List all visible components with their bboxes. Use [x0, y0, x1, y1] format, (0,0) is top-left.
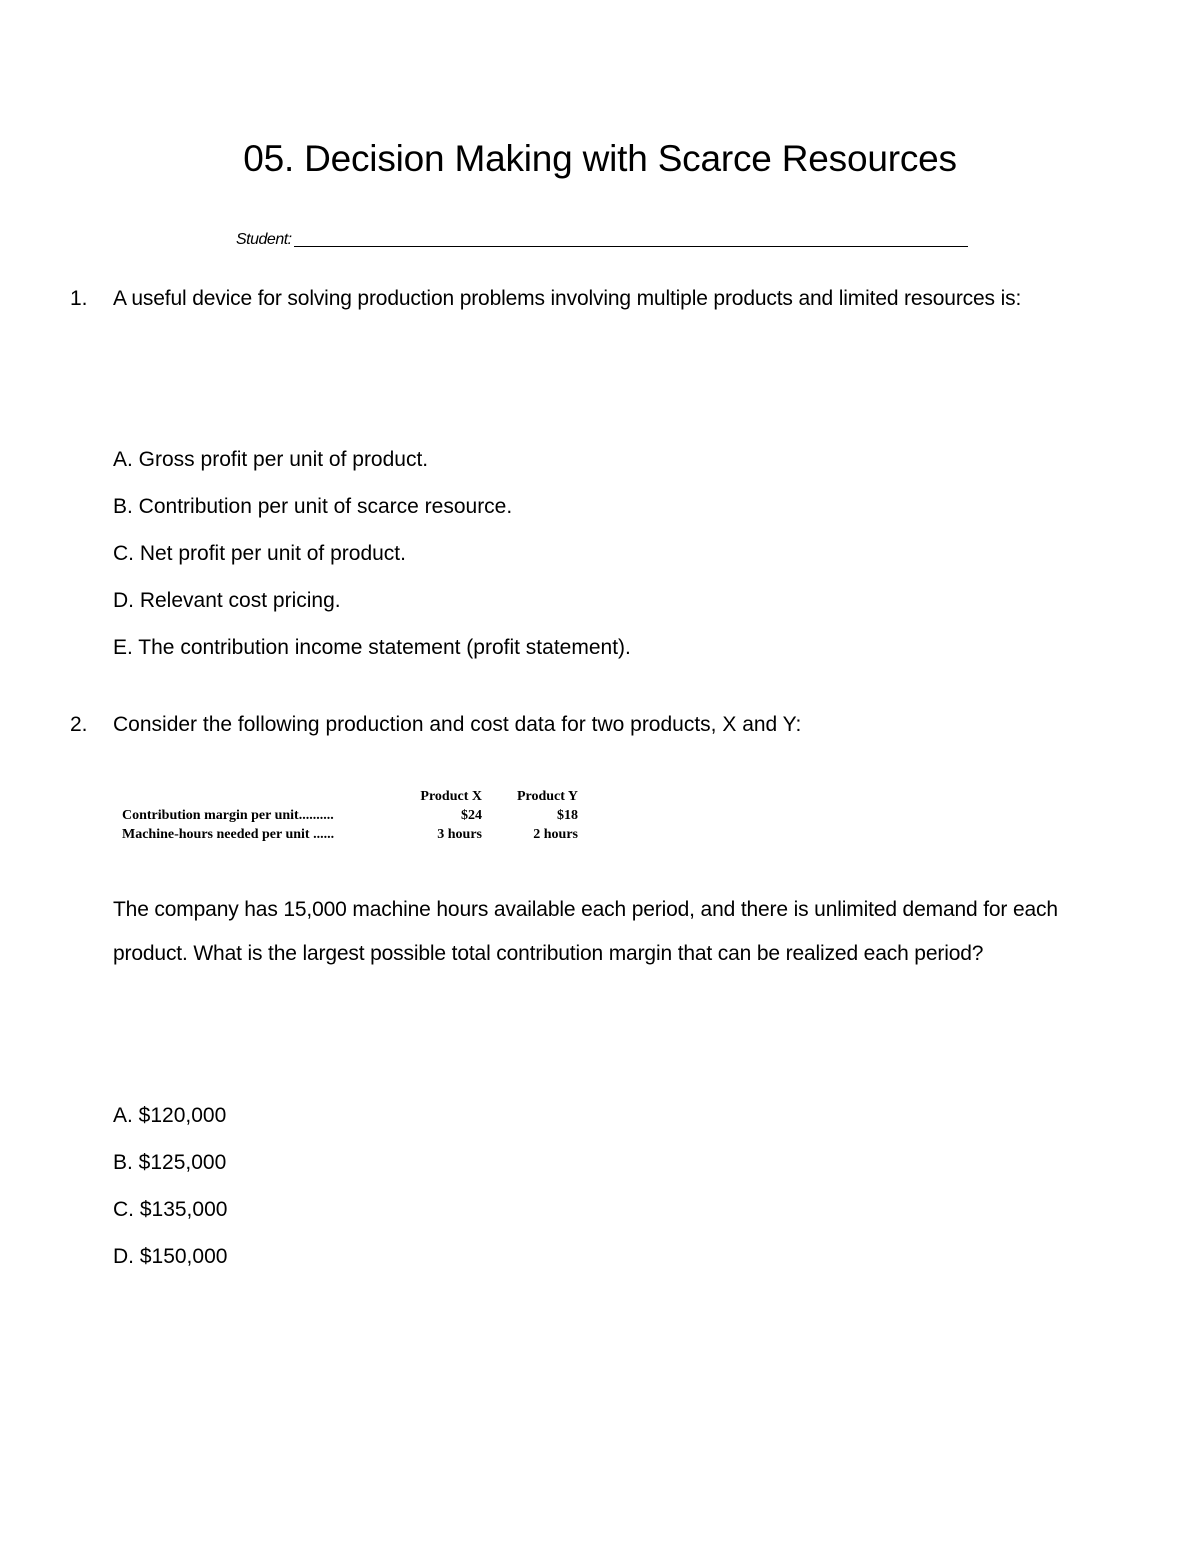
question-1-number: 1.: [70, 287, 88, 310]
question-1-option-c: C. Net profit per unit of product.: [113, 542, 406, 565]
table-header-row: [122, 787, 578, 806]
question-1-option-d: D. Relevant cost pricing.: [113, 589, 341, 612]
table-cell: $24: [461, 808, 482, 823]
table-row: [122, 806, 578, 825]
question-2-option-b: B. $125,000: [113, 1151, 227, 1174]
table-header-product-x: Product X: [420, 789, 482, 804]
question-2-option-a: A. $120,000: [113, 1104, 227, 1127]
question-1-option-e: E. The contribution income statement (profit statement).: [113, 636, 631, 659]
student-name-row: [236, 226, 968, 250]
table-header-cell: [122, 787, 392, 806]
student-label: Student:: [236, 231, 292, 248]
question-2-option-c: C. $135,000: [113, 1198, 228, 1221]
question-1-option-b: B. Contribution per unit of scarce resource.: [113, 495, 513, 518]
table-row: [122, 825, 578, 844]
question-2-text: Consider the following production and cost data for two products, X and Y:: [113, 713, 802, 736]
page-title: 05. Decision Making with Scarce Resources: [243, 138, 957, 179]
table-cell: $18: [557, 808, 578, 823]
table-row-label: Contribution margin per unit..........: [122, 808, 334, 823]
question-1-option-a: A. Gross profit per unit of product.: [113, 448, 429, 471]
table-cell: 3 hours: [437, 827, 482, 842]
table-row-label: Machine-hours needed per unit ......: [122, 827, 335, 842]
question-2-followup-text: The company has 15,000 machine hours available each period, and there is unlimited demand for each product. What is the largest possible total contribution margin that can be realized each period?: [113, 898, 1058, 965]
production-data-table: [122, 787, 578, 844]
question-2-number: 2.: [70, 713, 88, 736]
question-2-option-d: D. $150,000: [113, 1245, 228, 1268]
question-1-text: A useful device for solving production problems involving multiple products and limited resources is:: [113, 287, 1022, 310]
table-header-product-y: Product Y: [516, 789, 578, 804]
table-cell: 2 hours: [533, 827, 578, 842]
student-name-line: [294, 228, 968, 247]
